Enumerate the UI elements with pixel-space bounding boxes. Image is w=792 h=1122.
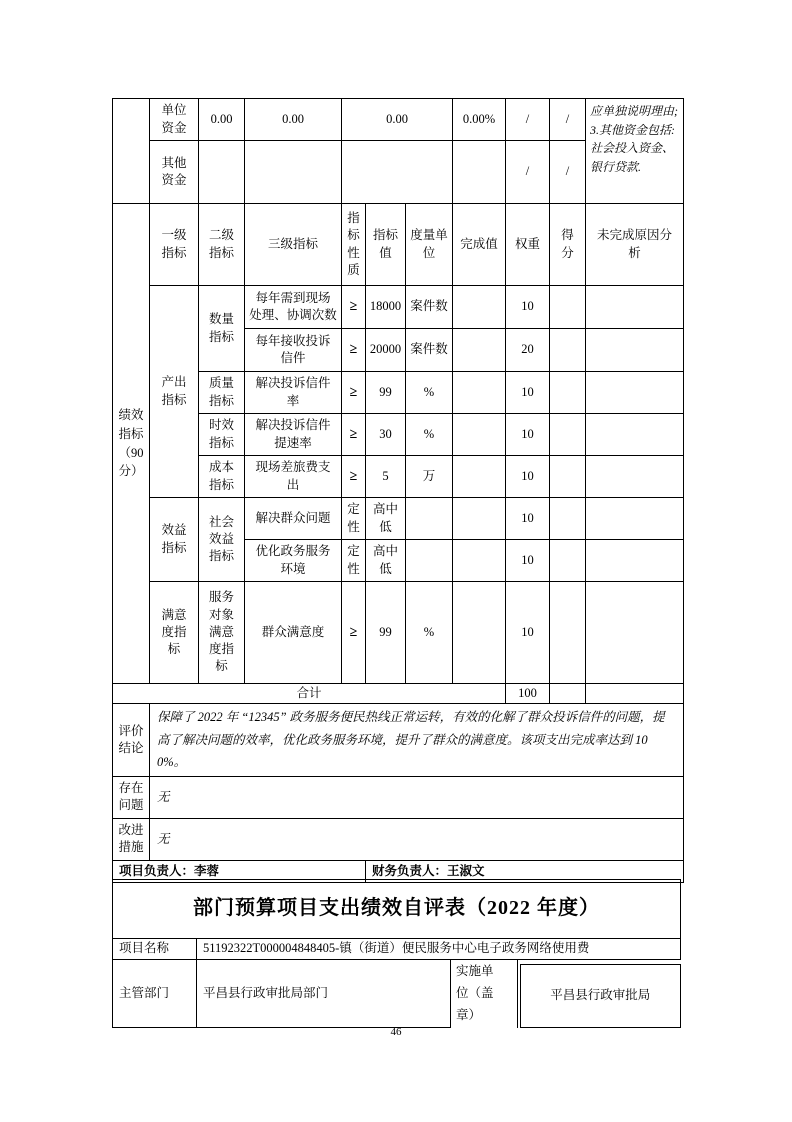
indicator-reason <box>586 414 684 456</box>
total-weight: 100 <box>506 684 550 704</box>
problems-text: 无 <box>150 776 684 818</box>
indicator-done <box>453 286 506 329</box>
indicator-reason <box>586 498 684 540</box>
header-weight: 权重 <box>506 204 550 286</box>
indicator-score <box>550 372 586 414</box>
indicator-done <box>453 414 506 456</box>
empty-cell <box>586 684 684 704</box>
other-fund-slash-1: / <box>506 141 550 204</box>
indicator-reason <box>586 372 684 414</box>
unit-fund-budget: 0.00 <box>199 99 245 141</box>
self-eval-table-2022 <box>112 879 681 1028</box>
indicator-reason <box>586 582 684 684</box>
empty-cell <box>113 99 150 204</box>
indicator-reason <box>586 456 684 498</box>
indicator-nature: 定 性 <box>342 540 366 582</box>
empty-cell <box>245 141 342 204</box>
header-level3: 三级指标 <box>245 204 342 286</box>
dept-label: 主管部门 <box>113 960 197 1028</box>
indicator-score <box>550 456 586 498</box>
indicator-value: 99 <box>366 372 406 414</box>
indicator-done <box>453 498 506 540</box>
empty-cell <box>550 684 586 704</box>
unit-fund-slash-2: / <box>550 99 586 141</box>
unit-fund-label: 单位 资金 <box>150 99 199 141</box>
conclusion-text: 保障了 2022 年 “12345” 政务服务便民热线正常运转，有效的化解了群众投诉信件的问题，提高了解决问题的效率，优化政务服务环境，提升了群众的满意度。该项支出完成率达到 100%。 <box>150 704 684 777</box>
header-level2: 二级 指标 <box>199 204 245 286</box>
indicator-score <box>550 498 586 540</box>
indicator-weight: 10 <box>506 540 550 582</box>
measures-text: 无 <box>150 818 684 860</box>
indicator-name: 现场差旅费支 出 <box>245 456 342 498</box>
indicator-value: 18000 <box>366 286 406 329</box>
group-social: 社会 效益 指标 <box>199 498 245 582</box>
indicator-unit: 案件数 <box>406 286 453 329</box>
indicator-score <box>550 329 586 372</box>
header-nature: 指标性质 <box>342 204 366 286</box>
empty-cell <box>342 141 453 204</box>
indicator-unit <box>406 540 453 582</box>
unit-fund-final: 0.00 <box>245 99 342 141</box>
group-cost: 成本 指标 <box>199 456 245 498</box>
indicator-value: 高中 低 <box>366 498 406 540</box>
indicator-unit: % <box>406 372 453 414</box>
indicator-done <box>453 456 506 498</box>
indicator-reason <box>586 329 684 372</box>
total-label: 合计 <box>113 684 506 704</box>
group-time: 时效 指标 <box>199 414 245 456</box>
indicator-name: 优化政务服务 环境 <box>245 540 342 582</box>
header-reason: 未完成原因分 析 <box>586 204 684 286</box>
indicator-name: 解决群众问题 <box>245 498 342 540</box>
header-done: 完成值 <box>453 204 506 286</box>
indicator-nature: ≥ <box>342 414 366 456</box>
page-number: 46 <box>390 1026 402 1038</box>
header-unit: 度量单 位 <box>406 204 453 286</box>
group-output: 产出 指标 <box>150 286 199 498</box>
indicator-name: 解决投诉信件 率 <box>245 372 342 414</box>
indicator-done <box>453 582 506 684</box>
indicator-value: 30 <box>366 414 406 456</box>
indicator-value: 99 <box>366 582 406 684</box>
project-leader: 项目负责人：李蓉 <box>113 860 366 882</box>
indicator-weight: 10 <box>506 414 550 456</box>
conclusion-label: 评价 结论 <box>113 704 150 777</box>
indicator-nature: ≥ <box>342 582 366 684</box>
measures-label: 改进 措施 <box>113 818 150 860</box>
perf-indicator-group-label: 绩效 指标 （90 分） <box>113 204 150 684</box>
indicator-value: 20000 <box>366 329 406 372</box>
header-level1: 一级 指标 <box>150 204 199 286</box>
group-benefit: 效益 指标 <box>150 498 199 582</box>
group-service: 服务 对象 满意 度指 标 <box>199 582 245 684</box>
indicator-score <box>550 540 586 582</box>
group-satisfaction: 满意 度指 标 <box>150 582 199 684</box>
indicator-unit: % <box>406 582 453 684</box>
indicator-name: 每年接收投诉 信件 <box>245 329 342 372</box>
group-quality: 质量 指标 <box>199 372 245 414</box>
indicator-nature: ≥ <box>342 372 366 414</box>
impl-unit-cell <box>518 960 681 1028</box>
indicator-weight: 10 <box>506 582 550 684</box>
indicator-done <box>453 329 506 372</box>
impl-unit-label: 实施单 位（盖 章） <box>451 960 518 1028</box>
indicator-value: 5 <box>366 456 406 498</box>
indicator-score <box>550 286 586 329</box>
indicator-done <box>453 372 506 414</box>
indicator-unit: 万 <box>406 456 453 498</box>
group-quantity: 数量 指标 <box>199 286 245 372</box>
finance-leader: 财务负责人：王淑文 <box>366 860 684 882</box>
indicator-weight: 10 <box>506 372 550 414</box>
indicator-name: 群众满意度 <box>245 582 342 684</box>
indicator-nature: ≥ <box>342 329 366 372</box>
indicator-done <box>453 540 506 582</box>
indicator-nature: ≥ <box>342 286 366 329</box>
project-name-value: 51192322T000004848405-镇（街道）便民服务中心电子政务网络使用费 <box>197 939 681 960</box>
impl-unit-value: 平昌县行政审批局 <box>520 964 681 1028</box>
indicator-reason <box>586 540 684 582</box>
unit-fund-rate: 0.00% <box>453 99 506 141</box>
indicator-weight: 10 <box>506 456 550 498</box>
indicator-value: 高中 低 <box>366 540 406 582</box>
indicator-unit: 案件数 <box>406 329 453 372</box>
header-score: 得 分 <box>550 204 586 286</box>
indicator-name: 解决投诉信件 提速率 <box>245 414 342 456</box>
project-name-label: 项目名称 <box>113 939 197 960</box>
indicator-reason <box>586 286 684 329</box>
empty-cell <box>453 141 506 204</box>
indicator-weight: 10 <box>506 498 550 540</box>
dept-value: 平昌县行政审批局部门 <box>197 960 451 1028</box>
indicator-unit: % <box>406 414 453 456</box>
header-value: 指标 值 <box>366 204 406 286</box>
indicator-nature: 定 性 <box>342 498 366 540</box>
self-eval-indicator-table <box>112 98 684 883</box>
indicator-weight: 20 <box>506 329 550 372</box>
other-fund-label: 其他 资金 <box>150 141 199 204</box>
indicator-unit <box>406 498 453 540</box>
table-title: 部门预算项目支出绩效自评表（2022 年度） <box>113 880 681 939</box>
other-fund-slash-2: / <box>550 141 586 204</box>
unit-fund-actual: 0.00 <box>342 99 453 141</box>
indicator-name: 每年需到现场 处理、协调次数 <box>245 286 342 329</box>
empty-cell <box>199 141 245 204</box>
indicator-nature: ≥ <box>342 456 366 498</box>
indicator-weight: 10 <box>506 286 550 329</box>
indicator-score <box>550 414 586 456</box>
problems-label: 存在 问题 <box>113 776 150 818</box>
unit-fund-slash-1: / <box>506 99 550 141</box>
indicator-score <box>550 582 586 684</box>
side-note: 应单独说明理由;3.其他资金包括:社会投入资金、银行贷款. <box>586 99 684 204</box>
